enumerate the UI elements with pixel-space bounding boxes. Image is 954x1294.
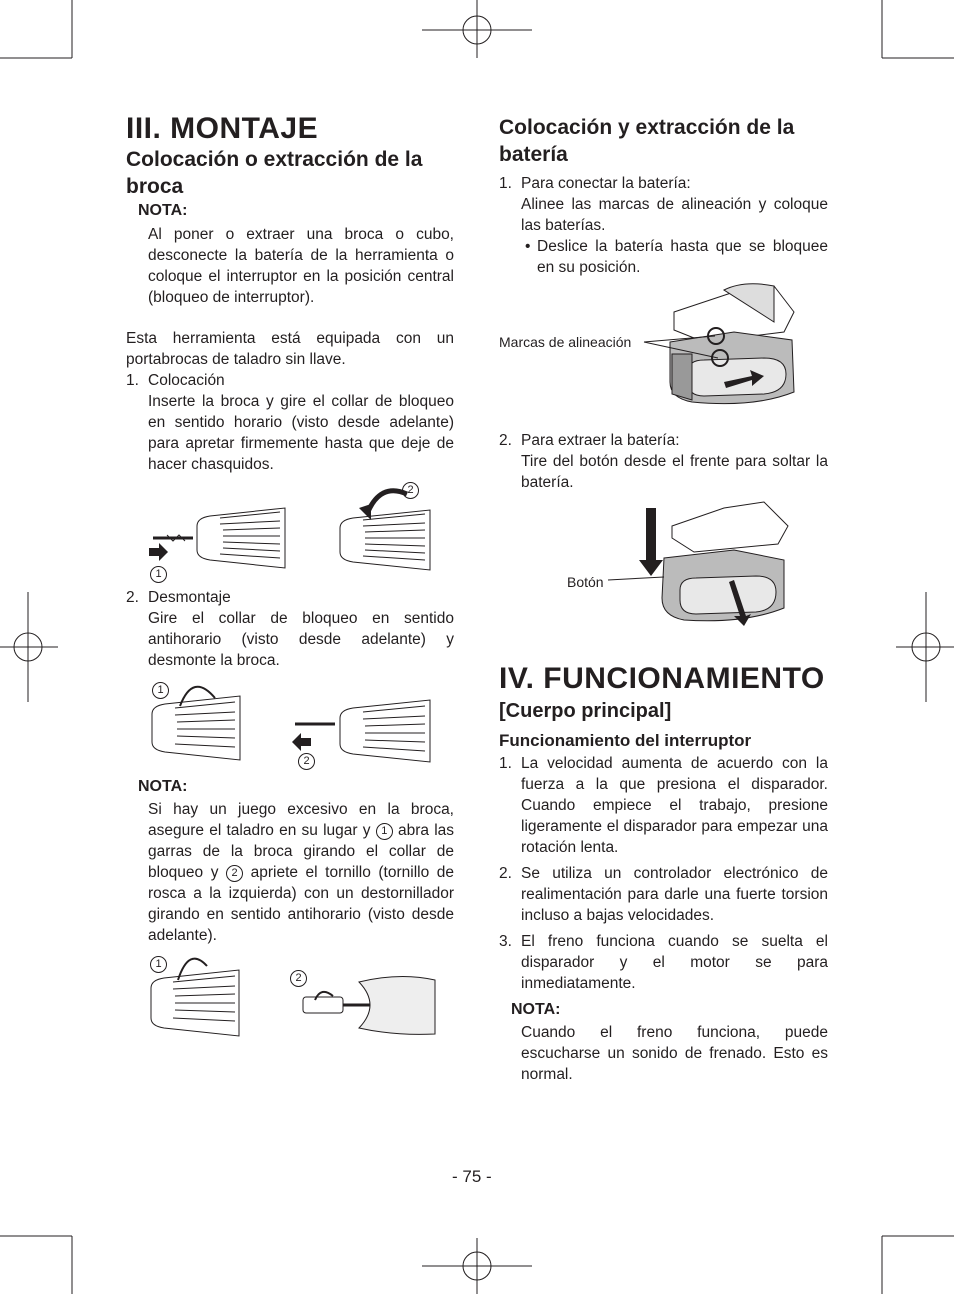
leader-lines [644, 328, 724, 358]
list-item: La velocidad aumenta de acuerdo con la fuerza a la que presiona el disparador. Cuando empiece el trabajo, presione ligeramente el disparador para empezar una rotación lenta. [521, 755, 828, 856]
arrow-right-icon [149, 543, 168, 561]
leader-lines [608, 575, 668, 585]
list-item: El freno funciona cuando se suelta el disparador y el motor se para inmediatamente. [521, 933, 828, 992]
marker-2: 2 [298, 753, 315, 770]
chuck-icon [151, 970, 239, 1036]
marker-1: 1 [150, 566, 167, 583]
tool-body-icon [672, 502, 788, 552]
chuck-icon [152, 696, 240, 760]
step-text-extraer: Tire del botón desde el frente para soltar la batería. [521, 453, 828, 491]
arrow-down-icon [639, 508, 663, 576]
nota-text: Cuando el freno funciona, puede escucharse un sonido de frenado. Esto es normal. [521, 1024, 828, 1083]
caption-button: Botón [567, 574, 604, 590]
list-number: 2. [499, 865, 512, 882]
section-title-funcionamiento: IV. FUNCIONAMIENTO [499, 662, 825, 695]
list-number: 1. [499, 755, 512, 772]
nota-text: Al poner o extraer una broca o cubo, desconecte la batería de la herramienta o coloque el interruptor en la posición central (bloqueo de interruptor). [148, 226, 454, 306]
chuck-icon [340, 700, 430, 762]
bullet-text: Deslice la batería hasta que se bloquee en su posición. [537, 238, 828, 276]
step-title-conectar: Para conectar la batería: [521, 175, 691, 192]
drill-bit-icon [153, 535, 193, 541]
list-item: Se utiliza un controlador electrónico de realimentación para darle una fuerte torsion incluso a bajas velocidades. [521, 865, 828, 924]
step-text-colocacion: Inserte la broca y gire el collar de bloqueo en sentido horario (visto desde adelante) para apretar firmemente hasta que deje de hacer chasquidos. [148, 393, 454, 473]
marker-2: 2 [226, 865, 243, 882]
subsection-title-broca: Colocación o extracción de la broca [126, 148, 423, 198]
bullet-icon: • [525, 238, 531, 255]
nota-label: NOTA: [138, 202, 188, 219]
subsection-title-bateria: Colocación y extracción de la batería [499, 116, 795, 166]
step-title-extraer: Para extraer la batería: [521, 432, 680, 449]
screwdriver-icon [303, 976, 435, 1034]
list-number: 3. [499, 933, 512, 950]
screwdriver-illustration [145, 952, 465, 1042]
heading-interruptor: Funcionamiento del interruptor [499, 731, 752, 750]
marker-2: 2 [290, 970, 307, 987]
step-title-colocacion: Colocación [148, 372, 225, 389]
chuck-icon [197, 508, 285, 568]
marker-1: 1 [150, 956, 167, 973]
nota-text-juego: Si hay un juego excesivo en la broca, asegure el taladro en su lugar y 1 abra las garras de la broca girando el collar de bloqueo y 2 apriete el tornillo (tornillo de rosca a la izquierda) con un destornillador girando en sentido antihorario (visto desde adelante). [148, 801, 455, 944]
chuck-rotate-icon [340, 510, 430, 570]
step-number: 1. [499, 175, 512, 192]
arrow-left-icon [292, 733, 311, 751]
marker-1: 1 [152, 682, 169, 699]
intro-text: Esta herramienta está equipada con un portabrocas de taladro sin llave. [126, 330, 454, 368]
section-title-montaje: III. MONTAJE [126, 112, 319, 145]
subsection-title-cuerpo: [Cuerpo principal] [499, 700, 672, 722]
battery-icon [662, 550, 784, 621]
battery-remove-illustration [634, 498, 814, 628]
marker-2: 2 [402, 482, 419, 499]
step-number: 2. [126, 589, 139, 606]
step-number: 1. [126, 372, 139, 389]
step-text-conectar: Alinee las marcas de alineación y coloque las baterías. [521, 196, 828, 234]
page-number: - 75 - [452, 1167, 492, 1186]
marker-1: 1 [376, 823, 393, 840]
step-number: 2. [499, 432, 512, 449]
caption-alignment-marks: Marcas de alineación [499, 334, 632, 350]
step-title-desmontaje: Desmontaje [148, 589, 231, 606]
step-text-desmontaje: Gire el collar de bloqueo en sentido antihorario (visto desde adelante) y desmonte la broca. [148, 610, 454, 669]
rotate-arrow-icon [367, 491, 407, 514]
nota-label: NOTA: [138, 778, 188, 795]
nota-label: NOTA: [511, 1001, 561, 1018]
